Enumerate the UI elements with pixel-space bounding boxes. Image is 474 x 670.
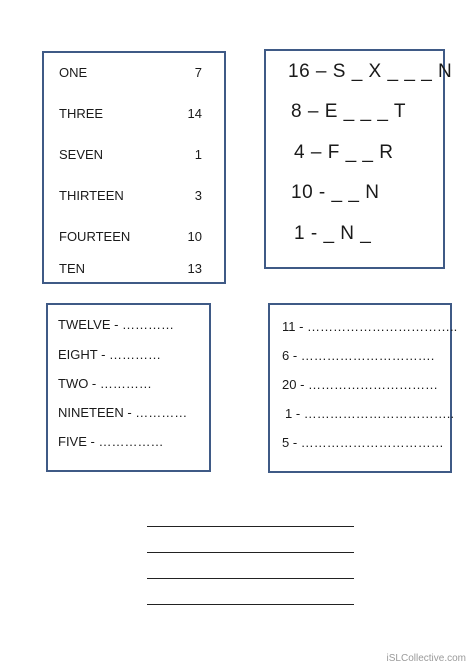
puzzle-box bbox=[264, 49, 453, 269]
word-fill-item: TWELVE - ………… bbox=[58, 317, 175, 332]
writing-line bbox=[147, 604, 354, 605]
word-fill-item: NINETEEN - ………… bbox=[58, 405, 188, 420]
number-fill-item: 1 - …………………………….. bbox=[285, 406, 455, 421]
word-fill-item: TWO - ………… bbox=[58, 376, 152, 391]
number-fill-item: 11 - …………………………….. bbox=[282, 319, 458, 334]
writing-line bbox=[147, 526, 354, 527]
match-word: THIRTEEN bbox=[59, 188, 124, 203]
match-number: 7 bbox=[194, 65, 202, 80]
writing-line bbox=[147, 552, 354, 553]
match-number: 3 bbox=[194, 188, 202, 203]
match-word: ONE bbox=[59, 65, 88, 80]
match-word: FOURTEEN bbox=[59, 229, 131, 244]
match-number: 13 bbox=[187, 261, 202, 276]
word-fill-item: FIVE - …………… bbox=[58, 434, 164, 449]
match-number: 1 bbox=[194, 147, 202, 162]
match-number: 10 bbox=[187, 229, 202, 244]
match-word: SEVEN bbox=[59, 147, 104, 162]
puzzle-item: 1 - _ N _ bbox=[294, 223, 372, 244]
match-box bbox=[42, 51, 226, 284]
word-fill-item: EIGHT - ………… bbox=[58, 347, 162, 362]
watermark: iSLCollective.com bbox=[386, 653, 466, 664]
puzzle-item: 4 – F _ _ R bbox=[294, 142, 394, 163]
puzzle-item: 10 - _ _ N bbox=[291, 182, 380, 203]
number-fill-item: 5 - …………………………… bbox=[282, 435, 444, 450]
match-number: 14 bbox=[187, 106, 202, 121]
writing-line bbox=[147, 578, 354, 579]
number-fill-item: 6 - …………………………. bbox=[282, 348, 435, 363]
numbers-to-words-box bbox=[268, 303, 458, 473]
puzzle-item: 16 – S _ X _ _ _ N bbox=[288, 61, 453, 82]
match-word: TEN bbox=[59, 261, 85, 276]
number-fill-item: 20 - ………………………… bbox=[282, 377, 439, 392]
puzzle-item: 8 – E _ _ _ T bbox=[291, 101, 406, 122]
words-to-numbers-box bbox=[46, 303, 211, 472]
match-word: THREE bbox=[59, 106, 104, 121]
